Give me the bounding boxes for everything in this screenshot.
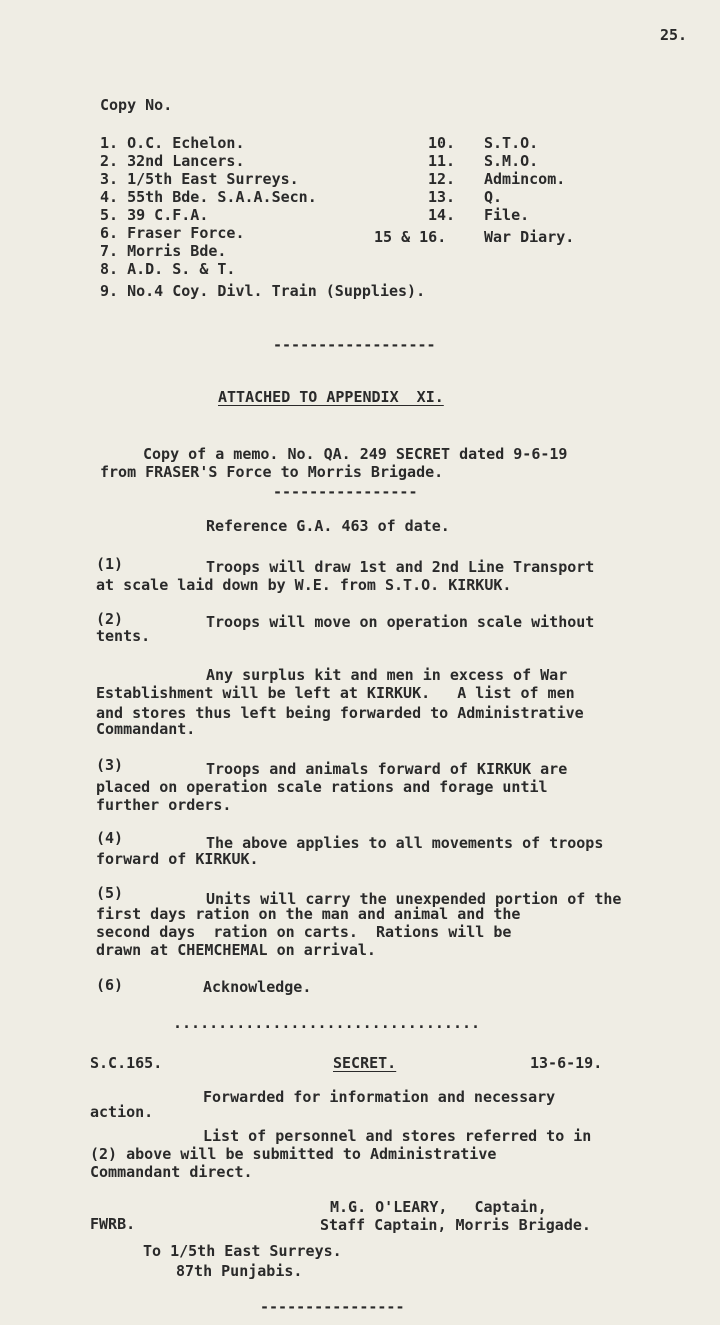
paragraph-number: (5) [96, 884, 124, 902]
list-item: 6. Fraser Force. [100, 224, 245, 242]
paragraph-line: second days ration on carts. Rations will be [96, 923, 512, 941]
paragraph-line: first days ration on the man and animal and the [96, 905, 521, 923]
forward-line: action. [90, 1103, 154, 1121]
list-item-number: 10. [428, 134, 456, 152]
signature-title: Staff Captain, Morris Brigade. [320, 1216, 591, 1234]
list-item-label: S.T.O. [484, 134, 539, 152]
paragraph-number: (4) [96, 829, 124, 847]
list-item-label: War Diary. [484, 228, 575, 246]
paragraph-line: Troops will move on operation scale without [206, 613, 595, 631]
paragraph-number: (2) [96, 610, 124, 628]
paragraph-line: Troops and animals forward of KIRKUK are [206, 760, 568, 778]
paragraph-line: Units will carry the unexpended portion of the [206, 890, 622, 908]
paragraph-line: at scale laid down by W.E. from S.T.O. KIRKUK. [96, 576, 512, 594]
list-item: 1. O.C. Echelon. [100, 134, 245, 152]
paragraph-number: (3) [96, 756, 124, 774]
list-item-number: 13. [428, 188, 456, 206]
list-item-label: S.M.O. [484, 152, 539, 170]
list-note-line: List of personnel and stores referred to in [203, 1127, 592, 1145]
reference-line: Reference G.A. 463 of date. [206, 517, 450, 535]
paragraph-line: further orders. [96, 796, 232, 814]
list-item-label: Admincom. [484, 170, 566, 188]
signature-line: M.G. O'LEARY, Captain, [330, 1198, 547, 1216]
paragraph-line: Establishment will be left at KIRKUK. A list of men [96, 684, 575, 702]
list-item: 8. A.D. S. & T. [100, 260, 236, 278]
list-item-number: 14. [428, 206, 456, 224]
list-item: 5. 39 C.F.A. [100, 206, 209, 224]
paragraph-number: (1) [96, 555, 124, 573]
list-item-label: File. [484, 206, 530, 224]
paragraph-line: Troops will draw 1st and 2nd Line Transport [206, 558, 595, 576]
list-item-number: 11. [428, 152, 456, 170]
list-note-line: (2) above will be submitted to Administrative [90, 1145, 497, 1163]
paragraph-line: Acknowledge. [203, 978, 312, 996]
reference-number: S.C.165. [90, 1054, 163, 1072]
list-item-label: Q. [484, 188, 503, 206]
copy-no-label: Copy No. [100, 96, 173, 114]
list-note-line: Commandant direct. [90, 1163, 253, 1181]
fwrb-label: FWRB. [90, 1215, 136, 1233]
paragraph-line: drawn at CHEMCHEMAL on arrival. [96, 941, 376, 959]
memo-intro-line: from FRASER'S Force to Morris Brigade. [100, 463, 444, 481]
appendix-heading: ATTACHED TO APPENDIX XI. [218, 388, 444, 406]
page-number: 25. [660, 26, 688, 44]
paragraph-line: The above applies to all movements of troops [206, 834, 604, 852]
list-item: 7. Morris Bde. [100, 242, 227, 260]
divider: ------------------ [273, 336, 436, 354]
paragraph-line: Any surplus kit and men in excess of War [206, 666, 568, 684]
secret-heading: SECRET. [333, 1054, 397, 1072]
paragraph-line: tents. [96, 627, 151, 645]
forward-line: Forwarded for information and necessary [203, 1088, 556, 1106]
list-item: 2. 32nd Lancers. [100, 152, 245, 170]
divider: ---------------- [273, 483, 418, 501]
list-item: 4. 55th Bde. S.A.A.Secn. [100, 188, 317, 206]
recipient-line: 87th Punjabis. [176, 1262, 303, 1280]
paragraph-line: Commandant. [96, 720, 196, 738]
list-item: 3. 1/5th East Surreys. [100, 170, 299, 188]
divider: ---------------- [260, 1298, 405, 1316]
list-item-number: 15 & 16. [374, 228, 447, 246]
dotted-divider: .................................. [173, 1014, 481, 1032]
paragraph-line: and stores thus left being forwarded to Administrative [96, 704, 584, 722]
memo-intro-line: Copy of a memo. No. QA. 249 SECRET dated 9-6-19 [143, 445, 568, 463]
paragraph-line: placed on operation scale rations and forage until [96, 778, 548, 796]
paragraph-line: forward of KIRKUK. [96, 850, 259, 868]
list-item-number: 12. [428, 170, 456, 188]
paragraph-number: (6) [96, 976, 124, 994]
recipient-line: To 1/5th East Surreys. [143, 1242, 342, 1260]
list-item: 9. No.4 Coy. Divl. Train (Supplies). [100, 282, 426, 300]
date: 13-6-19. [530, 1054, 603, 1072]
